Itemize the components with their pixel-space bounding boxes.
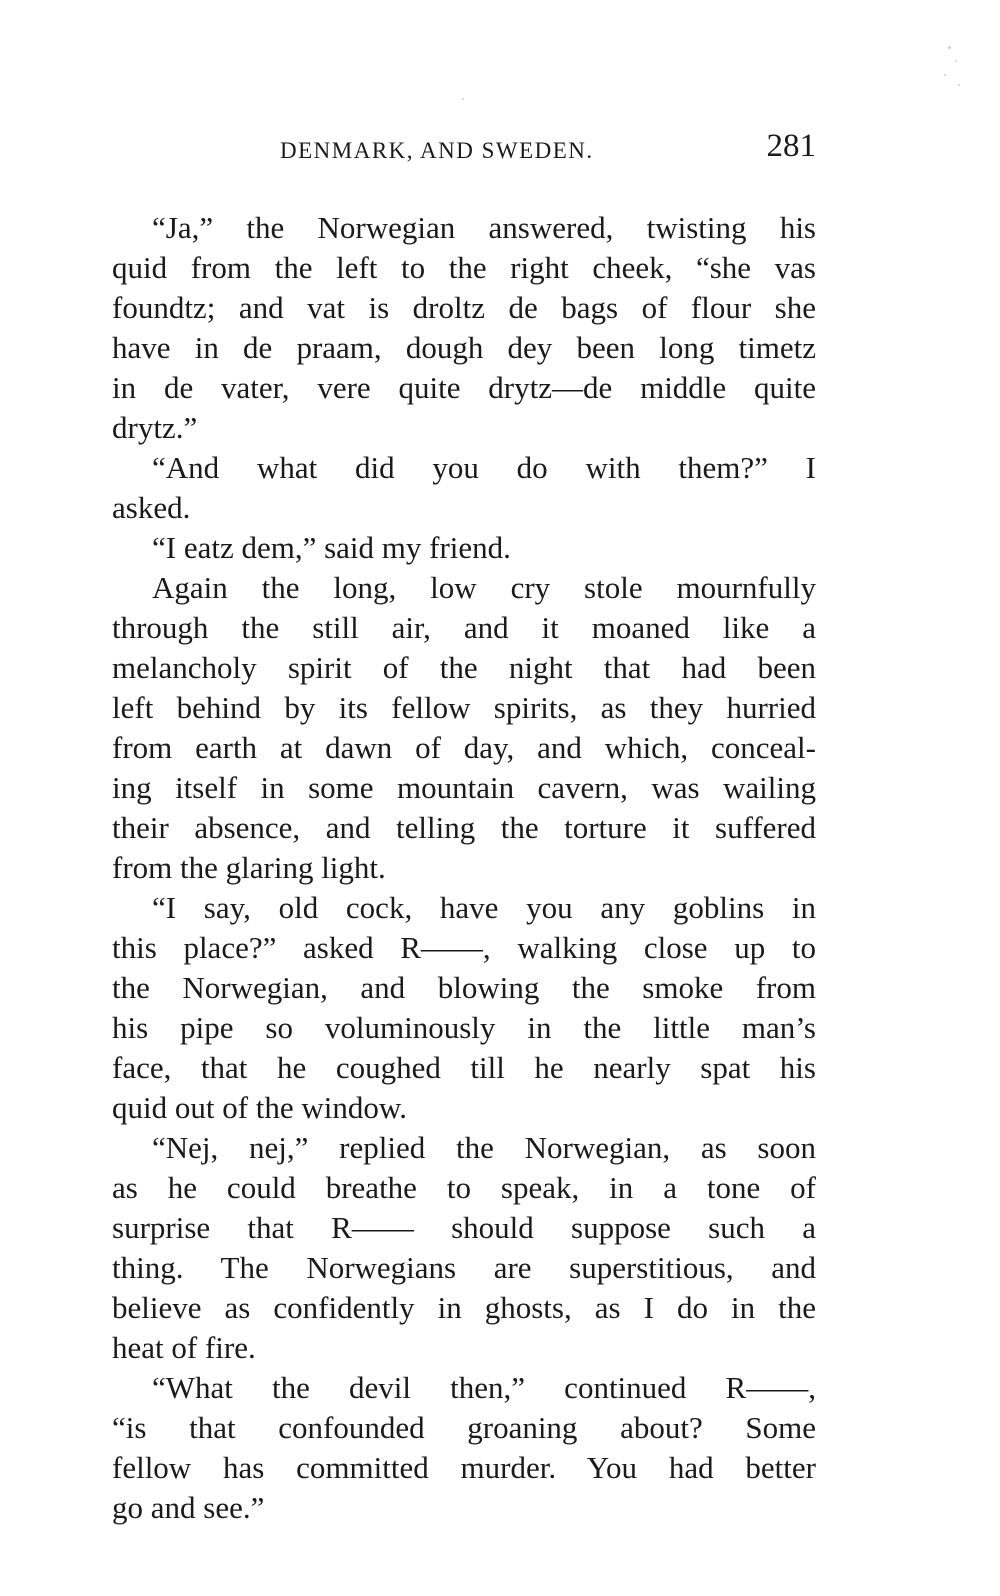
page-number: 281 xyxy=(766,128,816,164)
text-line: “is that confounded groaning about? Some xyxy=(112,1410,816,1445)
paper-speck xyxy=(944,74,946,76)
paper-speck xyxy=(462,98,464,100)
text-line: this place?” asked R——, walking close up to xyxy=(112,930,816,965)
paper-speck xyxy=(948,46,951,49)
paragraph xyxy=(112,448,816,528)
text-line: drytz.” xyxy=(112,410,198,445)
text-line: foundtz; and vat is droltz de bags of flour she xyxy=(112,290,816,325)
running-head xyxy=(112,128,820,172)
paragraph xyxy=(112,1368,816,1528)
paragraph xyxy=(112,568,816,888)
text-line: “And what did you do with them?” I xyxy=(152,450,816,485)
text-line: go and see.” xyxy=(112,1490,265,1525)
body-text xyxy=(112,208,816,1528)
text-line: “Ja,” the Norwegian answered, twisting his xyxy=(152,210,816,245)
text-line: his pipe so voluminously in the little man’s xyxy=(112,1010,816,1045)
text-line: from earth at dawn of day, and which, conceal- xyxy=(112,730,816,765)
text-line: “I say, old cock, have you any goblins in xyxy=(152,890,816,925)
text-line: have in de praam, dough dey been long timetz xyxy=(112,330,816,365)
text-line: Again the long, low cry stole mournfully xyxy=(152,570,816,605)
paragraph xyxy=(112,888,816,1128)
text-line: left behind by its fellow spirits, as they hurried xyxy=(112,690,816,725)
text-line: “Nej, nej,” replied the Norwegian, as soon xyxy=(152,1130,816,1165)
text-line: quid out of the window. xyxy=(112,1090,408,1125)
text-line: surprise that R—— should suppose such a xyxy=(112,1210,816,1245)
text-line: quid from the left to the right cheek, “she vas xyxy=(112,250,816,285)
text-line: from the glaring light. xyxy=(112,850,386,885)
paper-speck xyxy=(955,60,957,62)
paragraph xyxy=(112,1128,816,1368)
text-line: ing itself in some mountain cavern, was wailing xyxy=(112,770,816,805)
text-line: asked. xyxy=(112,490,191,525)
paragraph xyxy=(112,208,816,448)
text-line: believe as confidently in ghosts, as I do in the xyxy=(112,1290,816,1325)
text-line: “I eatz dem,” said my friend. xyxy=(152,530,511,565)
text-line: heat of fire. xyxy=(112,1330,256,1365)
text-line: thing. The Norwegians are superstitious, and xyxy=(112,1250,816,1285)
text-line: their absence, and telling the torture it suffered xyxy=(112,810,816,845)
text-line: melancholy spirit of the night that had been xyxy=(112,650,816,685)
text-line: as he could breathe to speak, in a tone of xyxy=(112,1170,816,1205)
running-title: DENMARK, AND SWEDEN. xyxy=(280,138,594,163)
paper-speck xyxy=(958,84,960,86)
paragraph xyxy=(112,528,816,568)
text-line: “What the devil then,” continued R——, xyxy=(152,1370,816,1405)
text-line: in de vater, vere quite drytz—de middle quite xyxy=(112,370,816,405)
text-line: fellow has committed murder. You had better xyxy=(112,1450,816,1485)
text-line: the Norwegian, and blowing the smoke from xyxy=(112,970,816,1005)
text-line: through the still air, and it moaned like a xyxy=(112,610,816,645)
text-line: face, that he coughed till he nearly spat his xyxy=(112,1050,816,1085)
